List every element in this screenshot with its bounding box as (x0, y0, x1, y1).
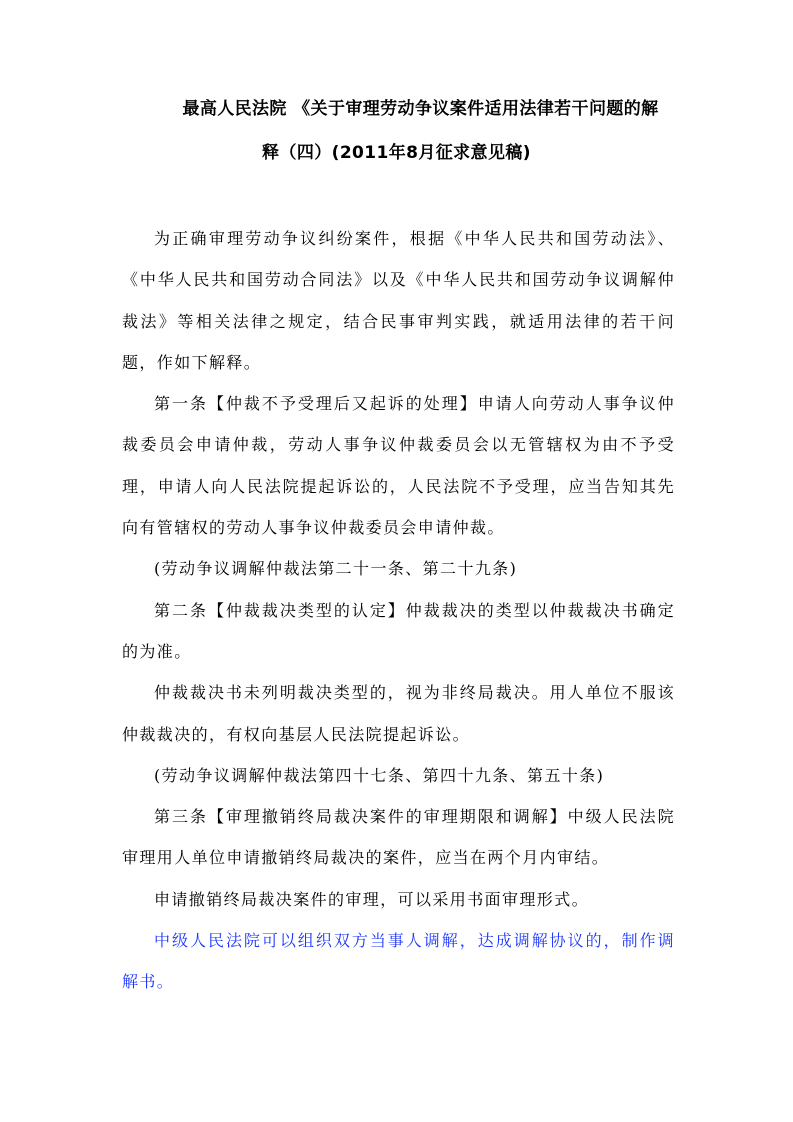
paragraph-article-3: 第三条【审理撤销终局裁决案件的审理期限和调解】中级人民法院审理用人单位申请撤销终局裁决的案件，应当在两个月内审结。 (122, 807, 675, 868)
document-title-line-2: 释（四）(2011年8月征求意见稿) (262, 143, 531, 163)
paragraph-article-3-clause-2: 申请撤销终局裁决案件的审理，可以采用书面审理形式。 (154, 889, 590, 909)
paragraph-article-3-clause-3-highlighted: 中级人民法院可以组织双方当事人调解，达成调解协议的，制作调解书。 (122, 931, 675, 992)
document-title-line-1: 最高人民法院 《关于审理劳动争议案件适用法律若干问题的解 (182, 99, 659, 119)
paragraph-article-1-reference: (劳动争议调解仲裁法第二十一条、第二十九条) (154, 559, 518, 579)
document-body (122, 218, 675, 1003)
paragraph-preamble: 为正确审理劳动争议纠纷案件，根据《中华人民共和国劳动法》、《中华人民共和国劳动合同法》以及《中华人民共和国劳动争议调解仲裁法》等相关法律之规定，结合民事审判实践，就适用法律的若干问题，作如下解释。 (122, 229, 675, 372)
paragraph-article-1: 第一条【仲裁不予受理后又起诉的处理】申请人向劳动人事争议仲裁委员会申请仲裁，劳动人事争议仲裁委员会以无管辖权为由不予受理，申请人向人民法院提起诉讼的，人民法院不予受理，应当告知其先向有管辖权的劳动人事争议仲裁委员会申请仲裁。 (122, 394, 675, 538)
paragraph-article-2-clause-2: 仲裁裁决书未列明裁决类型的，视为非终局裁决。用人单位不服该仲裁裁决的，有权向基层人民法院提起诉讼。 (122, 683, 675, 744)
paragraph-article-2-reference: (劳动争议调解仲裁法第四十七条、第四十九条、第五十条) (154, 765, 605, 785)
paragraph-article-2: 第二条【仲裁裁决类型的认定】仲裁裁决的类型以仲裁裁决书确定的为准。 (122, 600, 675, 661)
